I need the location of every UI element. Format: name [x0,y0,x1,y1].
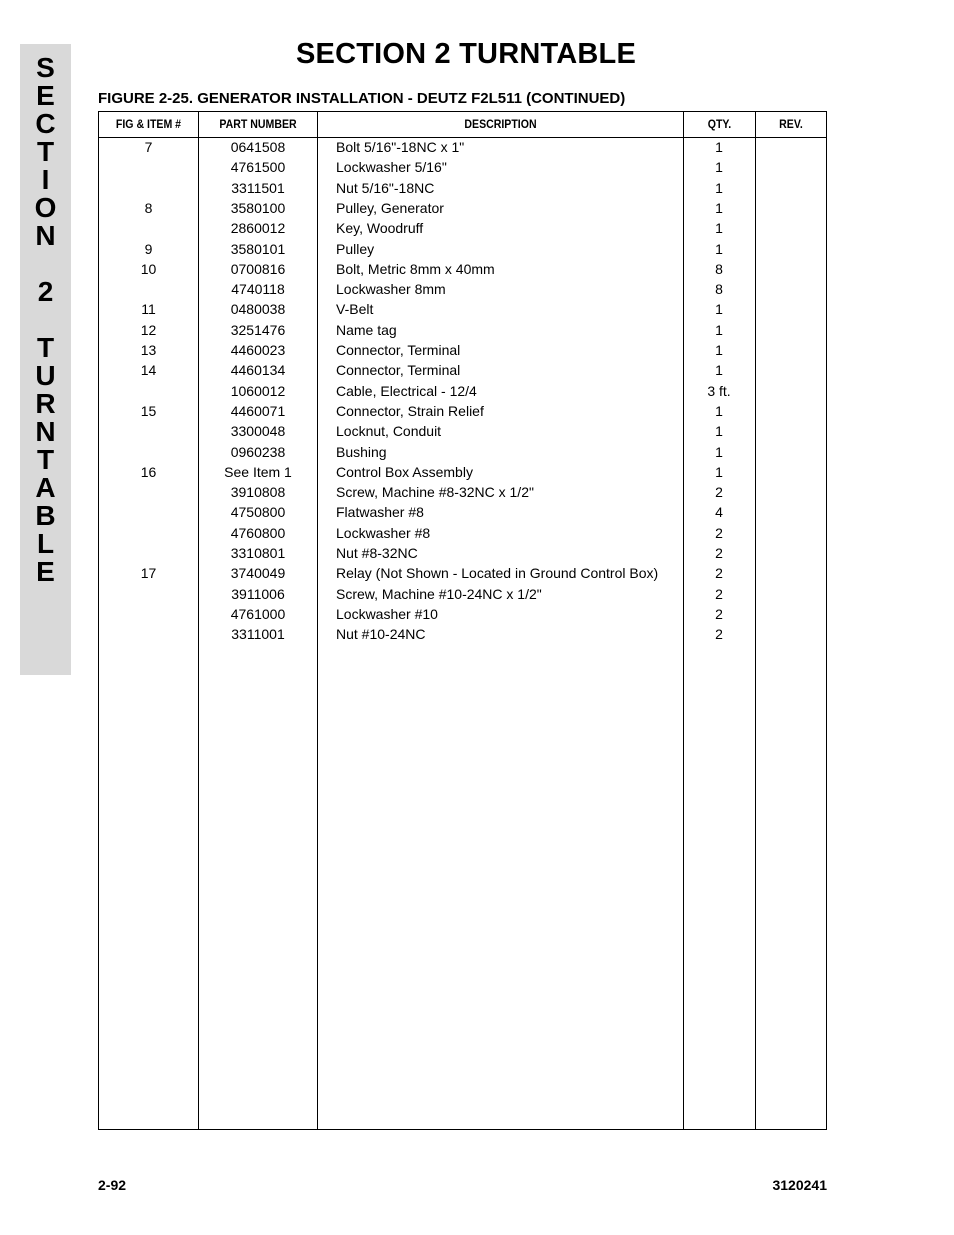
cell-part-number: 0641508 [230,139,286,155]
table-row [99,218,826,238]
header-qty: QTY. [707,117,732,131]
side-tab-letter: S [36,52,55,83]
cell-part-number: 3910808 [230,484,286,501]
cell-fig-item: 13 [140,342,157,358]
cell-fig-item: 11 [141,301,156,318]
cell-description: Bushing [336,443,387,460]
cell-description: Lockwasher 8mm [336,281,446,298]
table-row [99,584,826,604]
cell-qty: 1 [715,159,723,176]
cell-description: Name tag [336,321,397,338]
cell-description: Nut #10-24NC [336,626,426,643]
cell-part-number: 3310801 [230,545,286,561]
cell-fig-item: 9 [144,240,153,257]
cell-part-number: 3911006 [231,585,285,602]
cell-fig-item: 12 [140,321,157,338]
header-fig-item: FIG & ITEM # [115,117,182,131]
table-row [99,381,826,401]
side-tab-letter: E [36,556,55,587]
table-row [99,239,826,259]
side-tab-letter: T [36,444,55,475]
cell-qty: 8 [715,260,723,277]
side-tab-letter: C [35,108,56,139]
cell-description: Lockwasher #10 [336,605,438,622]
cell-description: Nut 5/16"-18NC [336,179,435,196]
table-row [99,198,826,218]
cell-fig-item: 17 [140,565,157,582]
cell-qty: 2 [715,545,723,561]
cell-description: Cable, Electrical - 12/4 [336,382,477,399]
cell-part-number: 3580100 [230,199,286,216]
cell-qty: 2 [715,626,723,643]
cell-qty: 2 [715,565,723,582]
page-number: 2-92 [98,1177,127,1193]
cell-qty: 1 [715,179,723,196]
cell-part-number: 4760800 [230,524,286,541]
table-row [99,442,826,462]
cell-description: Flatwasher #8 [336,504,424,521]
cell-part-number: 1060012 [230,382,286,399]
cell-part-number: 4740118 [231,281,285,298]
cell-qty: 3 ft. [707,382,731,399]
cell-part-number: 0480038 [230,301,286,318]
table-row [99,320,826,340]
table-row [99,523,826,543]
table-row [99,482,826,502]
cell-qty: 1 [715,301,723,318]
cell-part-number: 4750800 [230,504,286,521]
cell-qty: 1 [715,321,723,338]
cell-part-number: 4460134 [230,362,286,379]
cell-part-number: 3740049 [230,565,286,582]
cell-fig-item: 7 [144,139,153,155]
cell-description: Pulley, Generator [336,199,444,216]
cell-part-number: See Item 1 [224,463,292,480]
table-row [99,462,826,482]
cell-fig-item: 8 [144,199,153,216]
table-row [99,624,826,644]
table-row [99,178,826,198]
cell-part-number: 2860012 [230,220,286,237]
cell-fig-item: 10 [140,260,157,277]
table-row [99,279,826,299]
cell-fig-item: 16 [140,463,157,480]
cell-qty: 8 [715,281,723,298]
cell-description: Connector, Terminal [336,362,461,379]
cell-qty: 2 [715,524,723,541]
side-tab-letter: B [35,500,56,531]
cell-part-number: 4761500 [230,159,286,176]
table-row [99,340,826,360]
header-rev: REV. [779,117,803,131]
side-tab-letter: A [35,472,56,503]
cell-qty: 1 [715,423,723,440]
cell-description: Connector, Terminal [336,342,461,358]
cell-part-number: 3311001 [231,626,285,643]
cell-qty: 2 [715,605,723,622]
side-tab-letter: 2 [37,276,54,307]
cell-part-number: 4460071 [230,402,286,419]
table-row [99,360,826,380]
cell-part-number: 3251476 [230,321,286,338]
cell-part-number: 0960238 [230,443,286,460]
cell-description: Lockwasher 5/16" [336,159,447,176]
table-row [99,137,826,157]
table-row [99,299,826,319]
side-tab-letter: T [36,332,55,363]
cell-description: Screw, Machine #8-32NC x 1/2" [336,484,534,501]
cell-part-number: 3311501 [231,179,285,196]
cell-qty: 4 [715,504,723,521]
parts-table [98,111,827,1130]
cell-qty: 1 [715,342,723,358]
cell-qty: 1 [715,463,723,480]
cell-qty: 1 [715,362,723,379]
side-tab-letter: E [36,80,55,111]
side-tab-letter: L [36,528,55,559]
cell-description: Bolt 5/16"-18NC x 1" [336,139,465,155]
cell-description: Locknut, Conduit [336,423,442,440]
document-number: 3120241 [772,1177,827,1193]
cell-description: Screw, Machine #10-24NC x 1/2" [336,585,542,602]
table-row [99,259,826,279]
cell-fig-item: 14 [140,362,157,379]
side-tab-letter: I [41,164,50,195]
cell-description: Bolt, Metric 8mm x 40mm [336,260,495,277]
side-tab-letter: U [35,360,56,391]
side-tab-letter: T [36,136,55,167]
section-side-tab [20,44,71,675]
cell-part-number: 0700816 [230,260,286,277]
table-row [99,543,826,563]
header-description: DESCRIPTION [464,117,537,131]
cell-qty: 1 [715,402,723,419]
cell-qty: 1 [715,139,723,155]
side-tab-letter: O [34,192,57,223]
cell-qty: 1 [715,220,723,237]
cell-qty: 2 [715,484,723,501]
table-row [99,563,826,583]
cell-description: Lockwasher #8 [336,524,431,541]
table-row [99,157,826,177]
cell-qty: 2 [715,585,723,602]
side-tab-letter: R [35,388,56,419]
table-row [99,401,826,421]
table-row [99,604,826,624]
cell-description: Key, Woodruff [336,220,424,237]
cell-description: V-Belt [336,301,374,318]
cell-description: Connector, Strain Relief [336,402,484,419]
cell-part-number: 3580101 [230,240,286,257]
table-row [99,502,826,522]
cell-part-number: 4460023 [230,342,286,358]
header-part-number: PART NUMBER [219,117,297,131]
side-tab-letter: N [35,220,56,251]
cell-description: Relay (Not Shown - Located in Ground Control Box) [336,565,659,582]
cell-qty: 1 [715,199,723,216]
cell-description: Control Box Assembly [336,463,473,480]
page-title: SECTION 2 TURNTABLE [296,38,636,70]
table-row [99,421,826,441]
side-tab-letter: N [35,416,56,447]
cell-part-number: 4761000 [230,605,286,622]
cell-qty: 1 [715,240,723,257]
cell-fig-item: 15 [140,402,157,419]
cell-qty: 1 [715,443,723,460]
cell-description: Pulley [336,240,375,257]
cell-part-number: 3300048 [230,423,286,440]
figure-title: FIGURE 2-25. GENERATOR INSTALLATION - DEUTZ F2L511 (CONTINUED) [98,90,626,107]
cell-description: Nut #8-32NC [336,545,418,561]
